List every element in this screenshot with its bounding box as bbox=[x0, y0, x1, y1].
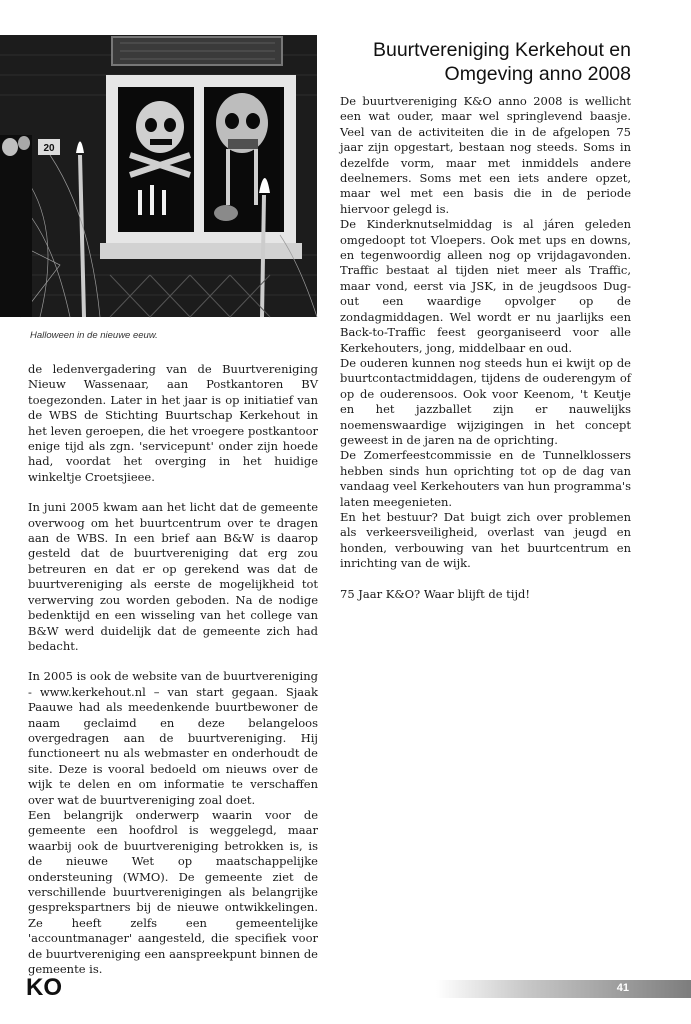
paragraph-ledenvergadering: de ledenvergadering van de Buurtvereniging Nieuw Wassenaar, aan Postkantoren BV toegezonden. Later in het jaar is op initiatief van de WBS de Stichting Buurtschap Kerkehout in het leven geroepen, die het vroegere postkantoor enige tijd als zgn. 'servicepunt' onder zijn hoede had, voordat het overging in het huidige winkeltje Croetsjieee. bbox=[28, 362, 318, 484]
title-line-1: Buurtvereniging Kerkehout en bbox=[372, 39, 631, 61]
left-column bbox=[28, 362, 318, 977]
paragraph-kinderknutsel: De Kinderknutselmiddag is al járen geleden omgedoopt tot Vloepers. Ook met ups en downs, en tegenwoordig alleen nog op vrijdagavonden. Traffic bestaat al tijden niet meer als Traffic, maar vond, eerst via JSK, in de jeugdsoos Dug-out een waardige opvolger op de zondagmiddagen. Wel wordt er nu jaarlijks een Back-to-Traffic feest georganiseerd voor alle Kerkehouters, jong, middelbaar en oud. bbox=[340, 217, 631, 355]
paragraph-website: In 2005 is ook de website van de buurtvereniging - www.kerkehout.nl – van start gegaan. Sjaak Paauwe had als meedenkende buurtbewoner de naam geclaimd en deze belangeloos overgedragen aan de buurtvereniging. Hij functioneert nu als webmaster en onderhoudt de site. Deze is vooral bedoeld om nieuws over de wijk te delen en om informatie te verschaffen over wat de buurtvereniging zoal doet. bbox=[28, 669, 318, 807]
paragraph-wmo: Een belangrijk onderwerp waarin voor de gemeente een hoofdrol is weggelegd, maar waarbij ook de buurtvereniging betrokken is, is de nieuwe Wet op maatschappelijke ondersteuning (WMO). De gemeente ziet de verschillende buurtverenigingen als belangrijke gesprekspartners bij de nieuwe ontwikkelingen. Ze heeft zelfs een gemeentelijke 'accountmanager' aangesteld, die specifiek voor de buurtvereniging een aanspreekpunt binnen de gemeente is. bbox=[28, 807, 318, 977]
right-column bbox=[340, 94, 631, 602]
logo-letters: KO bbox=[26, 974, 62, 1001]
paragraph-intro: De buurtvereniging K&O anno 2008 is wellicht een wat ouder, maar wel springlevend baasje. Veel van de activiteiten die in de afgelopen 75 jaar zijn opgestart, bestaan nog steeds. Soms in dezelfde vorm, maar met inmiddels andere deelnemers. Soms met een iets andere opzet, maar wel met een basis die in de periode hiervoor gelegd is. bbox=[340, 94, 631, 216]
article-title bbox=[331, 38, 631, 86]
footer-bar bbox=[436, 980, 691, 998]
halloween-photo bbox=[0, 35, 317, 317]
house-number: 20 bbox=[43, 143, 55, 154]
paragraph-ouderen: De ouderen kunnen nog steeds hun ei kwijt op de buurtcontactmiddagen, tijdens de ouderengym of op de ouderensoos. Ook voor Keenom, 't Keutje en het jazzballet zijn er nauwelijks noemenswaardige wijzigingen in het concept geweest in de jaren na de oprichting. bbox=[340, 355, 631, 447]
paragraph-buurtcentrum: In juni 2005 kwam aan het licht dat de gemeente overwoog om het buurtcentrum over te dragen aan de WBS. In een brief aan B&W is daarop gesteld dat de buurtvereniging dat erg zou betreuren en dat er op gerekend was dat de buurtvereniging als eerste de mogelijkheid tot verwerving zou worden geboden. Na de nodige bedenktijd en een wisseling van het college van B&W werd duidelijk dat de gemeente zich had bedacht. bbox=[28, 500, 318, 653]
photo-caption: Halloween in de nieuwe eeuw. bbox=[30, 330, 158, 341]
ko-logo bbox=[26, 972, 62, 1001]
paragraph-closing: 75 Jaar K&O? Waar blijft de tijd! bbox=[340, 586, 531, 601]
page-number: 41 bbox=[616, 982, 629, 994]
paragraph-zomerfeest: De Zomerfeestcommissie en de Tunnelklossers hebben sinds hun oprichting tot op de dag van vandaag veel Kerkehouters van hun programma's laten meegenieten. bbox=[340, 448, 631, 509]
title-line-2: Omgeving anno 2008 bbox=[444, 63, 631, 85]
paragraph-bestuur: En het bestuur? Dat buigt zich over problemen als verkeersveiligheid, overlast van jeugd en honden, verbouwing van het buurtcentrum en inrichting van de wijk. bbox=[340, 509, 631, 571]
